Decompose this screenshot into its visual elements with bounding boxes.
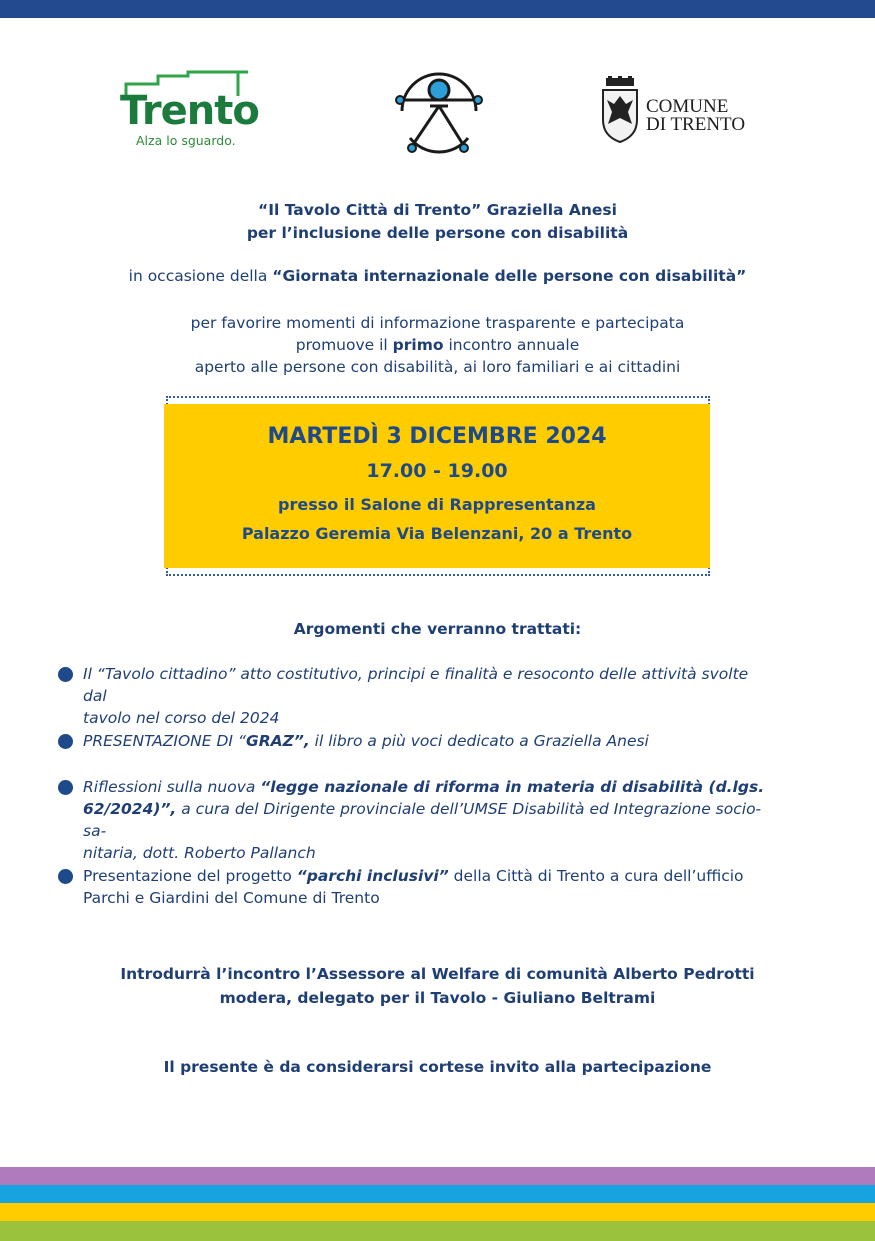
topic1-line1: Il “Tavolo cittadino” atto costitutivo, principi e finalità e resoconto delle attività svolte dal	[83, 665, 749, 705]
topic4-suffix: della Città di Trento a cura dell’ufficio	[448, 867, 744, 885]
trento-wordmark: Trento	[120, 88, 259, 134]
purpose2-prefix: promuove il	[295, 336, 393, 354]
purpose-line1: per favorire momenti di informazione trasparente e partecipata	[190, 314, 685, 332]
topics-title: Argomenti che verranno trattati:	[293, 620, 582, 638]
event-box	[164, 404, 710, 568]
purpose-line2	[0, 336, 875, 354]
topic-text	[83, 776, 773, 864]
topic-item	[58, 663, 778, 727]
topic2-suffix: il libro a più voci dedicato a Graziella Anesi	[309, 732, 649, 750]
bullet-icon	[58, 667, 73, 682]
intro-title-line1: “Il Tavolo Città di Trento” Graziella Anesi	[258, 201, 617, 219]
bullet-icon	[58, 780, 73, 795]
accessibility-person-icon	[392, 66, 486, 158]
footer-stripe-yellow	[0, 1203, 875, 1221]
footer-stripes	[0, 1167, 875, 1241]
trento-tagline: Alza lo sguardo.	[136, 133, 236, 148]
topic4-line2: Parchi e Giardini del Comune di Trento	[83, 889, 380, 907]
topic-text	[83, 730, 773, 752]
topic3-bold1: “legge nazionale di riforma in materia di disabilità (d.lgs.	[260, 778, 765, 796]
purpose2-suffix: incontro annuale	[443, 336, 580, 354]
comune-di-trento-logo	[600, 76, 770, 146]
occasion-bold: “Giornata internazionale delle persone con disabilità”	[272, 267, 747, 285]
intro-title-line2: per l’inclusione delle persone con disabilità	[246, 224, 629, 242]
occasion-prefix: in occasione della	[128, 267, 273, 285]
occasion-line	[0, 267, 875, 285]
footer-stripe-green	[0, 1221, 875, 1241]
topic-item	[58, 776, 778, 862]
topic3-line3: nitaria, dott. Roberto Pallanch	[83, 844, 316, 862]
topic2-bold: GRAZ”,	[245, 732, 310, 750]
purpose2-bold: primo	[392, 336, 444, 354]
comune-line1: COMUNE	[646, 96, 729, 117]
topic4-bold: “parchi inclusivi”	[296, 867, 449, 885]
comune-wordmark	[646, 98, 745, 134]
comune-line2: DI TRENTO	[646, 114, 746, 135]
topic-item	[58, 730, 778, 754]
topic-text	[83, 663, 773, 729]
topic4-prefix: Presentazione del progetto	[83, 867, 297, 885]
topic1-line2: tavolo nel corso del 2024	[83, 709, 280, 727]
topic3-suffix: a cura del Dirigente provinciale dell’UMSE Disabilità ed Integrazione socio-sa-	[83, 800, 762, 840]
top-bar	[0, 0, 875, 18]
event-date: MARTEDÌ 3 DICEMBRE 2024	[267, 424, 607, 449]
event-venue: presso il Salone di Rappresentanza	[278, 495, 596, 514]
closing-line1: Introdurrà l’incontro l’Assessore al Welfare di comunità Alberto Pedrotti	[120, 965, 755, 983]
coat-of-arms-icon	[600, 76, 640, 144]
purpose-line3: aperto alle persone con disabilità, ai loro familiari e ai cittadini	[194, 358, 681, 376]
topic3-prefix: Riflessioni sulla nuova	[83, 778, 261, 796]
bullet-icon	[58, 869, 73, 884]
event-address: Palazzo Geremia Via Belenzani, 20 a Trento	[241, 524, 633, 543]
closing-line2: modera, delegato per il Tavolo - Giuliano Beltrami	[219, 989, 656, 1007]
event-time: 17.00 - 19.00	[366, 460, 508, 482]
topic-item	[58, 865, 778, 911]
topic2-prefix: PRESENTAZIONE DI “	[83, 732, 246, 750]
footer-stripe-purple	[0, 1167, 875, 1185]
closing-invite: Il presente è da considerarsi cortese invito alla partecipazione	[163, 1058, 712, 1076]
footer-stripe-blue	[0, 1185, 875, 1203]
topic3-bold2: 62/2024)”,	[83, 800, 177, 818]
bullet-icon	[58, 734, 73, 749]
topic-text	[83, 865, 773, 909]
trento-logo	[118, 70, 258, 150]
